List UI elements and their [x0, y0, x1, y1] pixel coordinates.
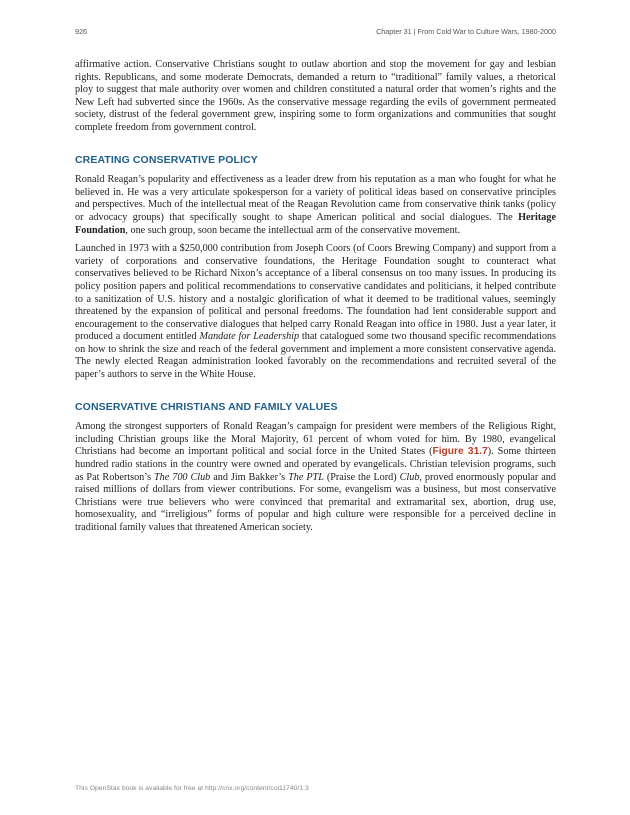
- text-segment: (Praise the Lord): [323, 471, 400, 483]
- page-number: 926: [75, 27, 87, 36]
- figure-reference-link[interactable]: Figure 31.7: [432, 446, 488, 458]
- section-heading-conservative-christians: CONSERVATIVE CHRISTIANS AND FAMILY VALUES: [75, 400, 338, 413]
- intro-paragraph: affirmative action. Conservative Christians sought to outlaw abortion and stop the movement for gay and lesbian rights. Republicans, and some moderate Democrats, demanded a return to “traditional” family values, a rhetorical ploy to suggest that male authority over women and children constituted a natural order that women’s rights and the New Left had subverted since the 1960s. As the conservative message regarding the evils of government permeated society, distrust of the federal government grew, inspiring some to form organizations and communities that sought complete freedom from government control.: [75, 59, 556, 133]
- running-header: [75, 27, 556, 36]
- key-term-heritage-foundation: Heritage Foundation: [75, 211, 556, 236]
- paragraph-religious-right: [75, 421, 556, 534]
- text-segment: Among the strongest supporters of Ronald Reagan’s campaign for president were members of the Religious Right, including Christian groups like the Moral Majority, 61 percent of whom voted for him. By 1980, evangelical Christians had become an important political and social force in the United States (: [75, 421, 556, 458]
- section-heading-creating-conservative-policy: CREATING CONSERVATIVE POLICY: [75, 153, 258, 166]
- footer-note: This OpenStax book is available for free at http://cnx.org/content/col11740/1.3: [75, 785, 309, 792]
- main-content: [75, 59, 556, 541]
- text-segment: and Jim Bakker’s: [210, 471, 289, 483]
- text-segment: , proved enormously popular and raised millions of dollars from viewer contributions. For some, evangelism was a business, but most conservative Christians were true believers who were convinced that premarital and extramarital sex, abortion, drug use, homosexuality, and “irreligious” forms of popular and high culture were responsible for a perceived decline in traditional family values that threatened American society.: [75, 471, 556, 533]
- show-title-ptl: The PTL: [288, 471, 324, 483]
- show-title-700-club: The 700 Club: [154, 471, 211, 483]
- text-segment: Launched in 1973 with a $250,000 contribution from Joseph Coors (of Coors Brewing Company) and support from a variety of corporations and conservative foundations, the Heritage Foundation sought to counteract what conservatives believed to be Richard Nixon’s acceptance of a liberal consensus on too many issues. In producing its policy position papers and political recommendations to conservative candidates and politicians, it helped contribute to a sanitization of U.S. history and a nostalgic glorification of what it deemed to be traditional values, seemingly threatened by the expansion of political and personal freedoms. The foundation had lent considerable support and encouragement to the conservative dialogues that helped carry Ronald Reagan into office in 1980. Just a year later, it produced a document entitled: [75, 243, 556, 343]
- text-segment: ). Some thirteen hundred radio stations in the country were owned and operated by evangelicals. Christian television programs, such as Pat Robertson’s: [75, 446, 557, 483]
- show-title-ptl-club: Club: [399, 471, 420, 483]
- chapter-title: Chapter 31 | From Cold War to Culture Wars, 1980-2000: [376, 27, 556, 36]
- document-title-mandate: Mandate for Leadership: [199, 331, 300, 343]
- paragraph-reagan-popularity: [75, 174, 556, 237]
- text-segment: Ronald Reagan’s popularity and effectiveness as a leader drew from his reputation as a man who fought for what he believed in. He was a very articulate spokesperson for a variety of political ideas based on conservative principles and perspectives. Much of the intellectual meat of the Reagan Revolution came from conservative think tanks (policy or advocacy groups) that specifically sought to shape American political and social dialogues. The: [75, 174, 556, 223]
- text-segment: that catalogued some two thousand specific recommendations on how to shrink the size and reach of the federal government and implement a more consistent conservative agenda. The newly elected Reagan administration looked favorably on the recommendations and recruited several of the paper’s authors to serve in the White House.: [75, 331, 556, 381]
- paragraph-heritage-foundation: [75, 243, 556, 382]
- text-segment: , one such group, soon became the intellectual arm of the conservative movement.: [125, 224, 461, 236]
